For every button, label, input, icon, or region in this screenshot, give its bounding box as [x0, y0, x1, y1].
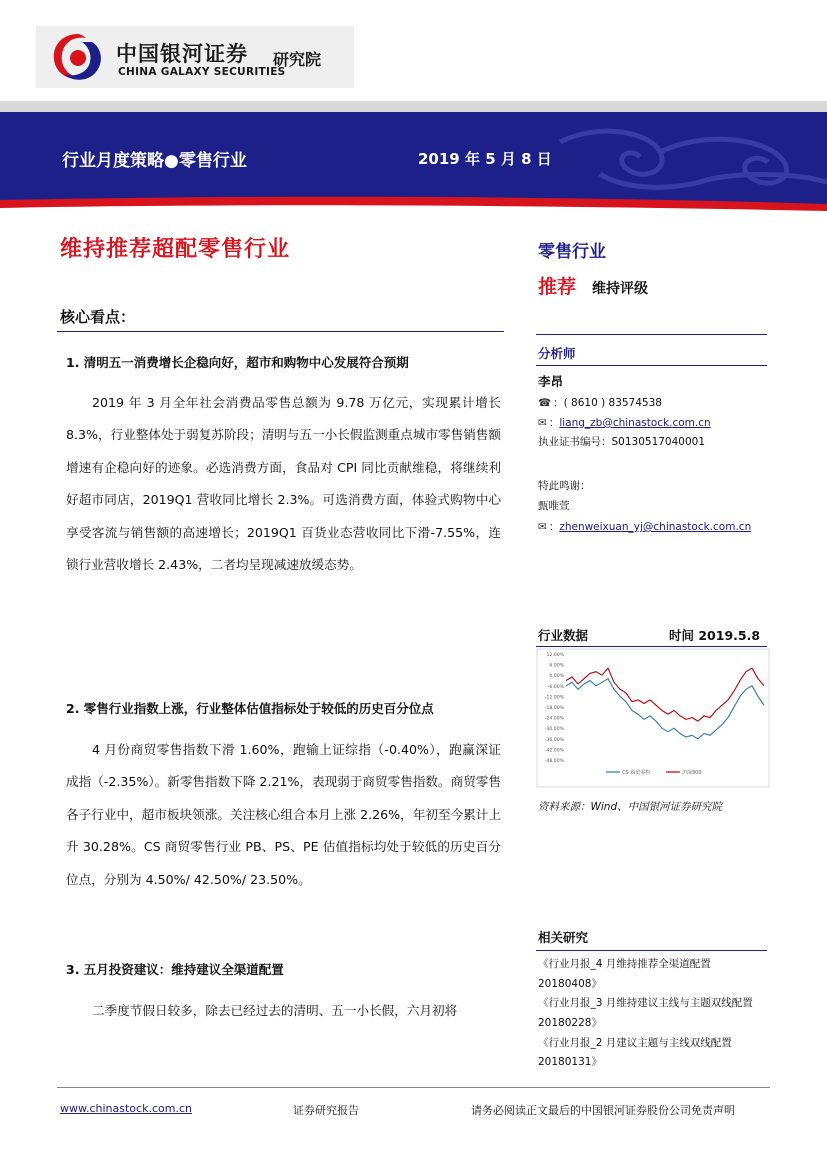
logo-company-name: 中国银河证券 [116, 42, 248, 66]
phone-icon: ☎ [538, 397, 552, 409]
rating-note: 维持评级 [592, 281, 648, 297]
email-prefix: ： [548, 417, 560, 429]
y-tick-label: -42.00% [544, 748, 564, 754]
legend-label: 沪深300 [682, 770, 702, 776]
sidebar-rule [536, 646, 767, 647]
section-rule [57, 331, 504, 332]
industry-data-date: 时间 2019.5.8 [669, 628, 761, 643]
footer-website-link[interactable]: www.chinastock.com.cn [60, 1102, 192, 1115]
analyst-name: 李昂 [538, 374, 564, 389]
galaxy-logo-icon [48, 30, 106, 84]
industry-chart [536, 648, 770, 788]
y-tick-label: -24.00% [544, 716, 564, 722]
section-heading-2: 2. 零售行业指数上涨，行业整体估值指标处于较低的历史百分位点 [66, 701, 434, 716]
y-tick-label: -36.00% [544, 737, 564, 743]
y-tick-label: 0.00% [549, 674, 564, 680]
report-date: 2019 年 5 月 8 日 [418, 150, 552, 168]
section-body-3: 二季度节假日较多，除去已经过去的清明、五一小长假，六月初将 [92, 1003, 458, 1018]
related-research-heading: 相关研究 [538, 930, 589, 945]
y-tick-label: 6.00% [549, 663, 564, 669]
phone-text: ：( 8610 ) 83574538 [553, 397, 662, 409]
chart-svg [536, 648, 770, 788]
related-item[interactable]: 《行业月报_4 月维持推荐全渠道配置 [538, 958, 711, 970]
industry-data-heading: 行业数据 [538, 628, 589, 643]
footer-report-label: 证券研究报告 [293, 1104, 359, 1117]
email-link[interactable]: liang_zb@chinastock.com.cn [559, 417, 711, 429]
sidebar-rule [536, 365, 767, 366]
thanks-email-link[interactable]: zhenweixuan_yj@chinastock.com.cn [559, 521, 752, 533]
logo-company-name-en: CHINA GALAXY SECURITIES [118, 66, 286, 78]
y-tick-label: 12.00% [546, 653, 564, 658]
analyst-cert: 执业证书编号：S0130517040001 [538, 436, 706, 448]
y-tick-label: -48.00% [544, 759, 564, 764]
section-heading-3: 3. 五月投资建议：维持建议全渠道配置 [66, 962, 284, 977]
rating-badge: 推荐 [538, 276, 577, 298]
y-tick-label: -18.00% [544, 706, 564, 711]
section-heading-1: 1. 清明五一消费增长企稳向好，超市和购物中心发展符合预期 [66, 355, 409, 370]
related-item-date: 20180408》 [538, 978, 602, 990]
thanks-label: 特此鸣谢： [538, 480, 591, 492]
report-title: 维持推荐超配零售行业 [60, 237, 291, 262]
email-prefix: ： [548, 521, 560, 533]
section-body-2: 4 月份商贸零售指数下滑 1.60%，跑输上证综指（-0.40%），跑赢深证成指（-2.35%）。新零售指数下降 2.21%，表现弱于商贸零售指数。商贸零售各子行业中，超市板块领涨。关注核心组合本月上涨 2.26%，年初至今累计上升 30.28%。CS 商贸零售行业 PB、PS、PE 估值指标均处于较低的历史百分位点，分别为 4.50%/ 42.50%/ 23.50%。 [66, 742, 501, 887]
core-points-label: 核心看点： [60, 308, 136, 326]
analyst-phone [538, 395, 662, 410]
related-item[interactable]: 《行业月报_3 月维持建议主线与主题双线配置 [538, 997, 753, 1009]
mail-icon: ✉ [538, 521, 547, 533]
sidebar-rule [536, 334, 767, 335]
analyst-email [538, 415, 711, 430]
logo-institute: 研究院 [273, 50, 322, 69]
thanks-email [538, 519, 751, 534]
y-tick-label: -30.00% [544, 727, 564, 733]
y-tick-label: -12.00% [544, 695, 564, 701]
mail-icon: ✉ [538, 417, 547, 429]
footer-disclaimer: 请务必阅读正文最后的中国银河证券股份公司免责声明 [471, 1104, 735, 1117]
legend-label: CS 商贸零售 [622, 770, 651, 776]
y-tick-label: -6.00% [547, 684, 564, 690]
report-type: 行业月度策略●零售行业 [62, 151, 247, 171]
chart-source: 资料来源：Wind、中国银河证券研究院 [538, 801, 723, 813]
sidebar-rule [536, 950, 767, 951]
industry-name: 零售行业 [538, 242, 606, 262]
analyst-heading: 分析师 [538, 346, 576, 361]
related-item[interactable]: 《行业月报_2 月建议主题与主线双线配置 [538, 1037, 732, 1049]
section-body-1: 2019 年 3 月全年社会消费品零售总额为 9.78 万亿元，实现累计增长 8.3%，行业整体处于弱复苏阶段；清明与五一小长假监测重点城市零售销售额增速有企稳向好的迹象。必选消费方面，食品对 CPI 同比贡献维稳，将继续利好超市同店，2019Q1 营收同比增长 2.3%。可选消费方面，体验式购物中心享受客流与销售额的高速增长；2019Q1 百货业态营收同比下滑-7.55%，连锁行业营收增长 2.43%，二者均呈现减速放缓态势。 [66, 395, 501, 573]
footer-rule [57, 1087, 770, 1088]
thanks-name: 甄唯萱 [538, 500, 570, 512]
related-item-date: 20180131》 [538, 1056, 602, 1068]
related-item-date: 20180228》 [538, 1017, 602, 1029]
header-divider [0, 101, 827, 112]
